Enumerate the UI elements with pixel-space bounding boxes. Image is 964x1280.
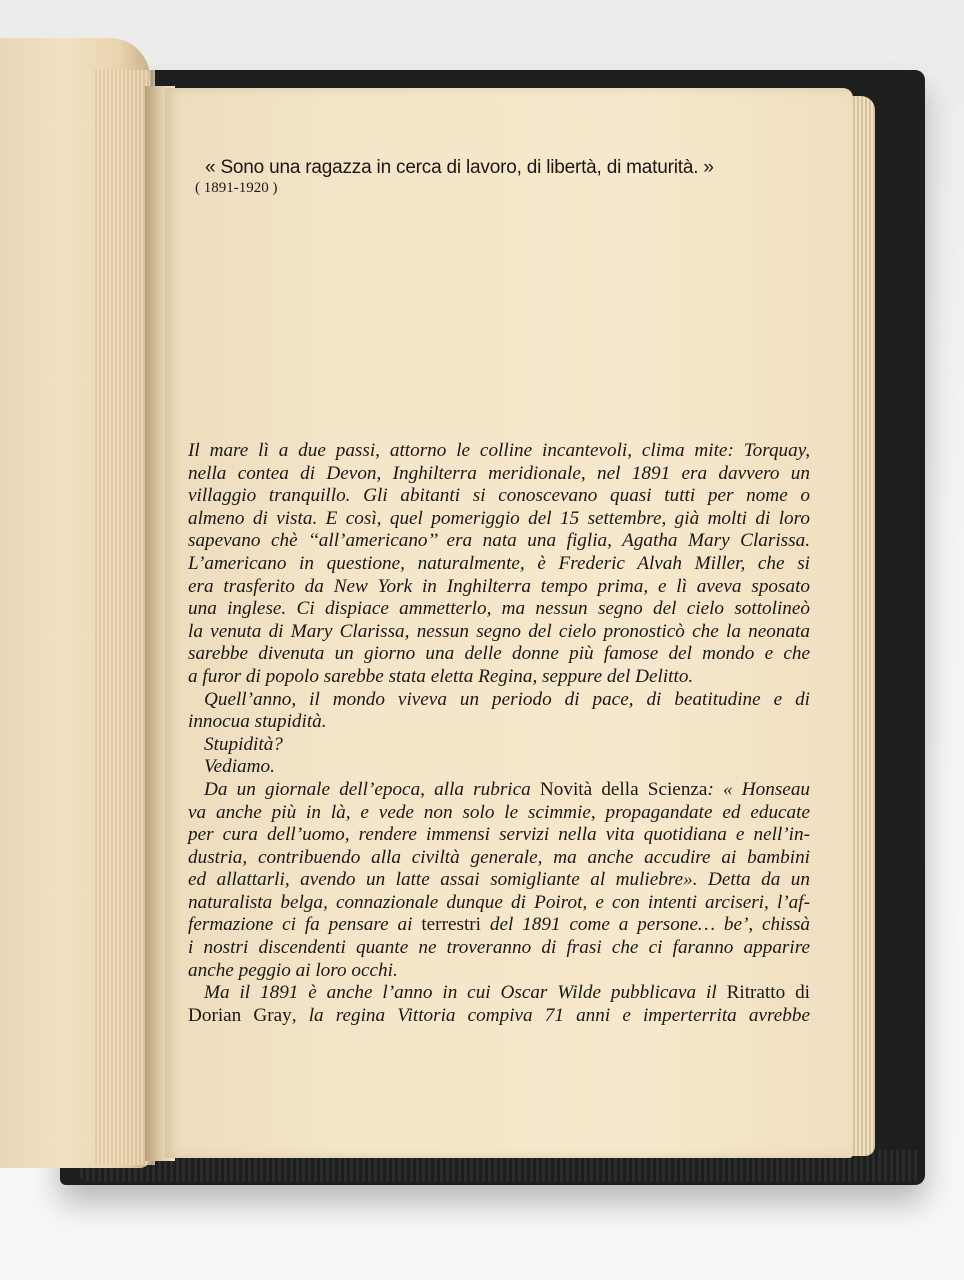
text-line: nella contea di Devon, Inghilterra meridionale, nel 1891 era davvero un — [188, 462, 810, 484]
text-line: dustria, contribuendo alla civiltà generale, ma anche accudire ai bambini — [188, 846, 810, 868]
text-segment: Ma il 1891 è anche l’anno in cui Oscar Wilde pubblicava il — [204, 982, 727, 1004]
text-line — [188, 1005, 810, 1028]
text-line: L’americano in questione, naturalmente, è Frederic Alvah Miller, che si — [188, 552, 810, 574]
text-line: va anche più in là, e vede non solo le scimmie, propagandate ed educate — [188, 801, 810, 823]
paragraph-4 — [188, 756, 810, 779]
chapter-dates: ( 1891-1920 ) — [195, 180, 278, 196]
text-segment: : « Honseau — [707, 778, 811, 800]
text-line — [188, 779, 810, 802]
paragraph-5 — [188, 779, 810, 982]
chapter-epigraph: « Sono una ragazza in cerca di lavoro, di libertà, di maturità. » — [205, 157, 714, 178]
text-line: villaggio tranquillo. Gli abitanti si conoscevano quasi tutti per nome o — [188, 485, 810, 507]
text-line: sapevano chè ‘‘all’americano’’ era nata una figlia, Agatha Mary Clarissa. — [188, 530, 810, 552]
text-line — [188, 914, 810, 937]
text-segment: del 1891 come a persone… be’, chissà — [481, 914, 811, 936]
text-line: a furor di popolo sarebbe stata eletta Regina, seppure del Delitto. — [188, 665, 694, 687]
paragraph-6 — [188, 982, 810, 1027]
book-title: Dorian Gray — [188, 1004, 292, 1026]
text-line — [188, 982, 810, 1005]
text-segment: Da un giornale dell’epoca, alla rubrica — [204, 778, 540, 800]
book-title: Ritratto di — [726, 982, 811, 1004]
text-line: anche peggio ai loro occhi. — [188, 959, 398, 981]
paragraph-3 — [188, 734, 810, 757]
text-line: una inglese. Ci dispiace ammetterlo, ma nessun segno del cielo sottolineò — [188, 598, 810, 620]
text-line: era trasferito da New York in Inghilterra tempo prima, e lì aveva sposato — [188, 575, 810, 597]
text-line: la venuta di Mary Clarissa, nessun segno del cielo pronosticò che la neonata — [188, 620, 810, 642]
text-line: almeno di vista. E così, quel pomeriggio del 15 settembre, già molti di loro — [188, 507, 810, 529]
text-line: sarebbe divenuta un giorno una delle donne più famose del mondo e che — [188, 643, 810, 665]
text-line: per cura dell’uomo, rendere immensi servizi nella vita quotidiana e nell’in- — [188, 824, 810, 846]
text-line: Vediamo. — [204, 756, 275, 778]
text-line: ed allattarli, avendo un latte assai somigliante al muliebre». Detta da un — [188, 869, 810, 891]
text-line: Il mare lì a due passi, attorno le colline incantevoli, clima mite: Torquay, — [188, 440, 810, 461]
text-line: naturalista belga, connazionale dunque di Poirot, e con intenti arciseri, l’af- — [188, 891, 810, 913]
text-segment: fermazione ci fa pensare ai — [188, 914, 422, 936]
paragraph-2 — [188, 689, 810, 734]
roman-word: terrestri — [421, 914, 481, 936]
text-segment: , la regina Vittoria compiva 71 anni e imperterrita avrebbe — [291, 1004, 810, 1026]
text-line: innocua stupidità. — [188, 711, 327, 733]
page-body-text — [188, 440, 810, 1027]
text-line: i nostri discendenti quante ne troveranno di frasi che ci faranno apparire — [188, 937, 810, 959]
rubric-title: Novità della Scienza — [539, 778, 708, 800]
text-line: Stupidità? — [204, 733, 283, 755]
paragraph-1 — [188, 440, 810, 689]
text-line: Quell’anno, il mondo viveva un periodo di pace, di beatitudine e di — [204, 688, 810, 710]
